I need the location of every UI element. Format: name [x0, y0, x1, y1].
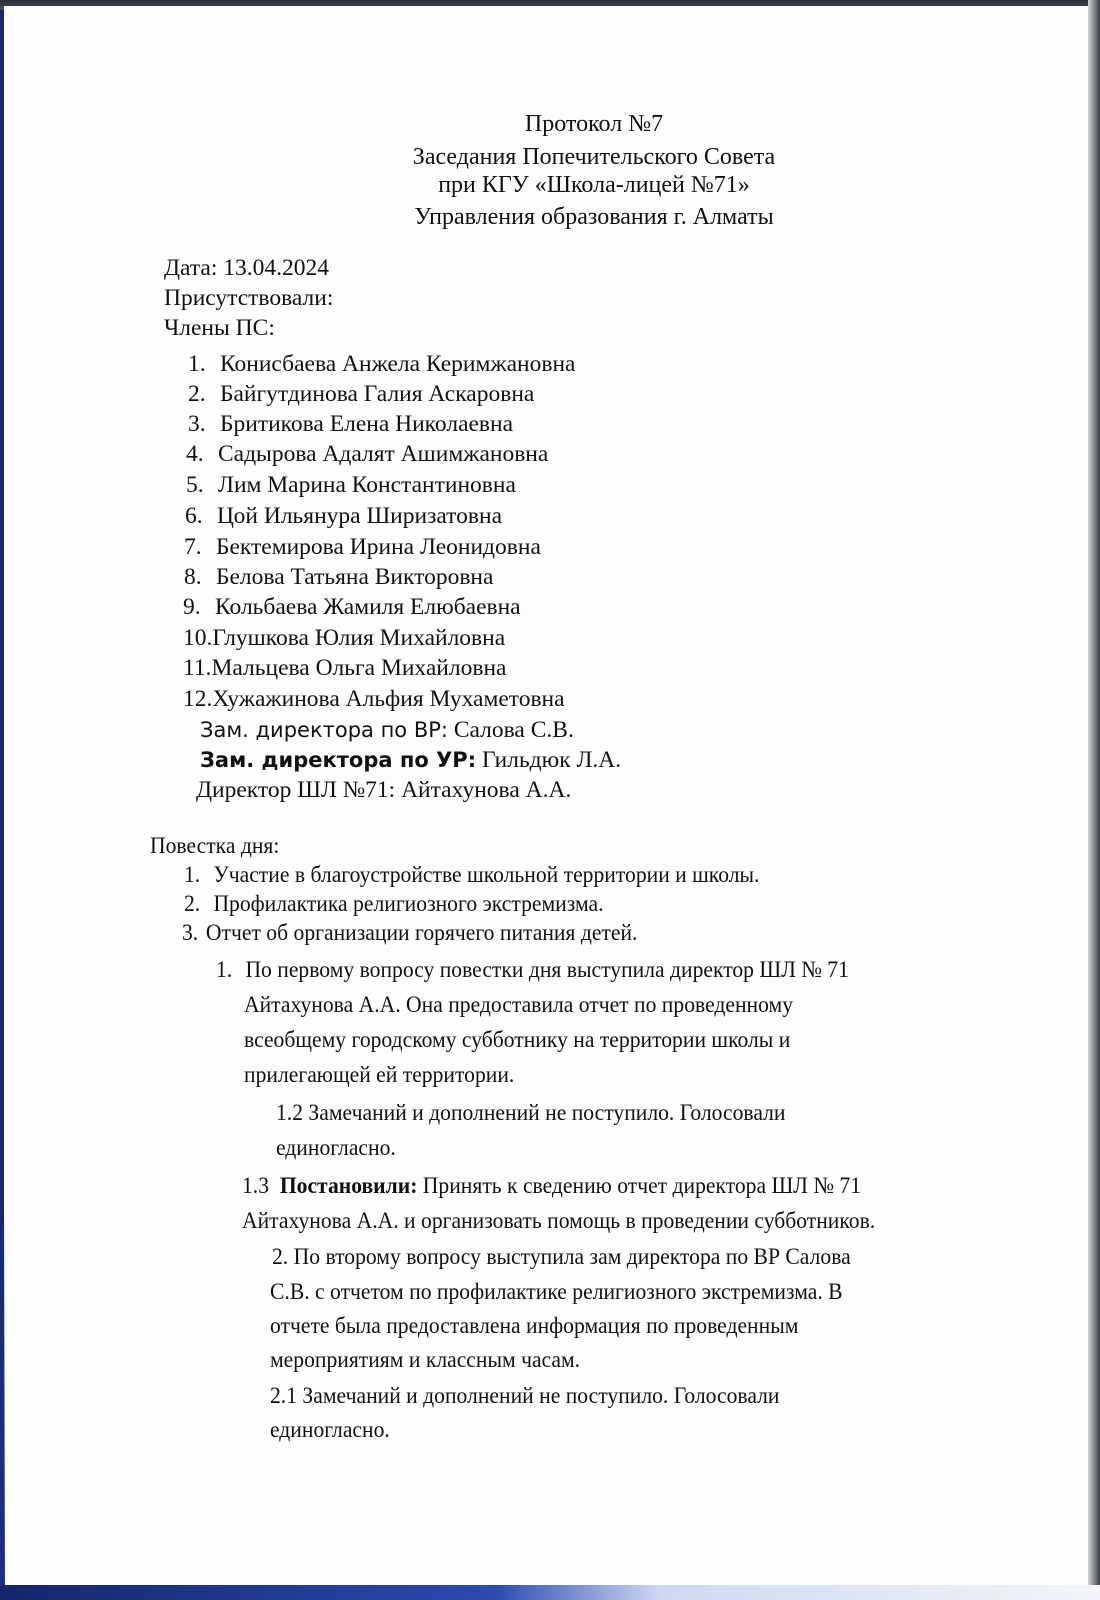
- minutes-number: 1.3: [242, 1173, 270, 1199]
- deputy-ur-label: Зам. директора по УР:: [200, 748, 477, 772]
- minutes-text-line: 2. По второму вопросу выступила зам директора по ВР Салова: [272, 1244, 851, 1270]
- agenda-number: 1.: [184, 862, 201, 888]
- member-number: 2.: [188, 381, 206, 407]
- minutes-text-line: С.В. с отчетом по профилактике религиозного экстремизма. В: [270, 1279, 843, 1305]
- agenda-label: Повестка дня:: [150, 833, 280, 859]
- minutes-text-line: Айтахунова А.А. Она предоставила отчет по проведенному: [244, 992, 794, 1018]
- deputy-ur-name: Гильдюк Л.А.: [481, 747, 622, 773]
- photo-right-edge: [1088, 0, 1100, 1600]
- agenda-number: 3.: [182, 920, 199, 946]
- minutes-text-line: 1.2 Замечаний и дополнений не поступило. Голосовали: [276, 1100, 786, 1126]
- resolution-label: Постановили:: [279, 1173, 418, 1199]
- member-name: Мальцева Ольга Михайловна: [211, 655, 507, 681]
- member-name: Хужажинова Альфия Мухаметовна: [212, 686, 565, 712]
- member-item: [186, 471, 516, 499]
- member-number: 3.: [188, 411, 206, 437]
- member-number: 5.: [186, 472, 204, 498]
- minutes-text-line: Принять к сведению отчет директора ШЛ № 71: [417, 1173, 862, 1199]
- member-item: [184, 533, 541, 561]
- minutes-text-line: прилегающей ей территории.: [244, 1062, 515, 1088]
- photo-left-edge: [0, 1200, 5, 1600]
- member-item: [188, 350, 575, 378]
- member-name: Белова Татьяна Викторовна: [216, 564, 494, 590]
- deputy-vr-line: [200, 716, 574, 744]
- member-number: 11.: [183, 655, 212, 681]
- agenda-item: [182, 919, 637, 947]
- minutes-text-line: отчете была предоставлена информация по проведенным: [270, 1313, 799, 1339]
- minutes-text-line: мероприятиям и классным часам.: [270, 1347, 581, 1373]
- agenda-text: Отчет об организации горячего питания детей.: [205, 920, 638, 946]
- resolution-line: [242, 1172, 861, 1200]
- member-item: [183, 624, 505, 652]
- agenda-item: [184, 890, 604, 918]
- agenda-item: [184, 861, 759, 889]
- member-item: [183, 685, 565, 713]
- member-name: Бектемирова Ирина Леонидовна: [216, 534, 541, 560]
- photo-bottom-edge: [0, 1585, 1100, 1600]
- minutes-number: 1.: [216, 957, 233, 983]
- deputy-vr-label: Зам. директора по ВР:: [200, 718, 448, 742]
- header-line-2: Заседания Попечительского Совета: [412, 144, 776, 170]
- minutes-text-line: единогласно.: [276, 1135, 396, 1161]
- member-item: [188, 410, 513, 438]
- minutes-text-line: 2.1 Замечаний и дополнений не поступило. Голосовали: [270, 1383, 780, 1409]
- minutes-text-line: По первому вопросу повестки дня выступила директор ШЛ № 71: [245, 957, 849, 983]
- attended-label: Присутствовали:: [164, 285, 334, 311]
- member-name: Глушкова Юлия Михайловна: [212, 625, 506, 651]
- member-number: 6.: [185, 503, 203, 529]
- member-number: 8.: [184, 564, 202, 590]
- member-item: [185, 502, 502, 530]
- member-name: Байгутдинова Галия Аскаровна: [220, 381, 535, 407]
- member-number: 9.: [183, 594, 201, 620]
- minutes-item-1: [216, 956, 849, 984]
- member-name: Садырова Адалят Ашимжановна: [218, 441, 549, 467]
- document-page: [4, 6, 1090, 1590]
- agenda-number: 2.: [184, 891, 201, 917]
- minutes-text-line: Айтахунова А.А. и организовать помощь в проведении субботников.: [242, 1208, 876, 1234]
- member-name: Кольбаева Жамиля Елюбаевна: [215, 594, 521, 620]
- member-name: Цой Ильянура Шиpизатовна: [217, 503, 502, 529]
- deputy-vr-name: Салова С.В.: [453, 717, 574, 743]
- member-item: [188, 380, 534, 408]
- member-number: 1.: [188, 351, 206, 377]
- member-name: Бритикова Елена Николаевна: [220, 411, 514, 437]
- member-number: 10.: [183, 625, 213, 651]
- member-number: 7.: [184, 534, 202, 560]
- member-item: [186, 440, 548, 468]
- minutes-text-line: единогласно.: [270, 1417, 390, 1443]
- minutes-text-line: всеобщему городскому субботнику на территории школы и: [244, 1027, 791, 1053]
- header-line-3: при КГУ «Школа-лицей №71»: [438, 172, 750, 198]
- member-name: Конисбаева Анжела Керимжановна: [220, 351, 576, 377]
- member-item: [183, 593, 521, 621]
- member-item: [183, 654, 506, 682]
- agenda-text: Участие в благоустройстве школьной территории и школы.: [213, 862, 760, 888]
- member-number: 4.: [186, 441, 204, 467]
- deputy-ur-line: [200, 746, 621, 774]
- header-line-4: Управления образования г. Алматы: [414, 204, 774, 230]
- member-number: 12.: [183, 686, 213, 712]
- agenda-text: Профилактика религиозного экстремизма.: [213, 891, 604, 917]
- director-line: Директор ШЛ №71: Айтахунова А.А.: [196, 777, 572, 803]
- date-line: Дата: 13.04.2024: [164, 255, 329, 281]
- members-label: Члены ПС:: [164, 315, 275, 341]
- protocol-title: Протокол №7: [524, 111, 664, 137]
- member-item: [184, 563, 493, 591]
- member-name: Лим Марина Константиновна: [218, 472, 516, 498]
